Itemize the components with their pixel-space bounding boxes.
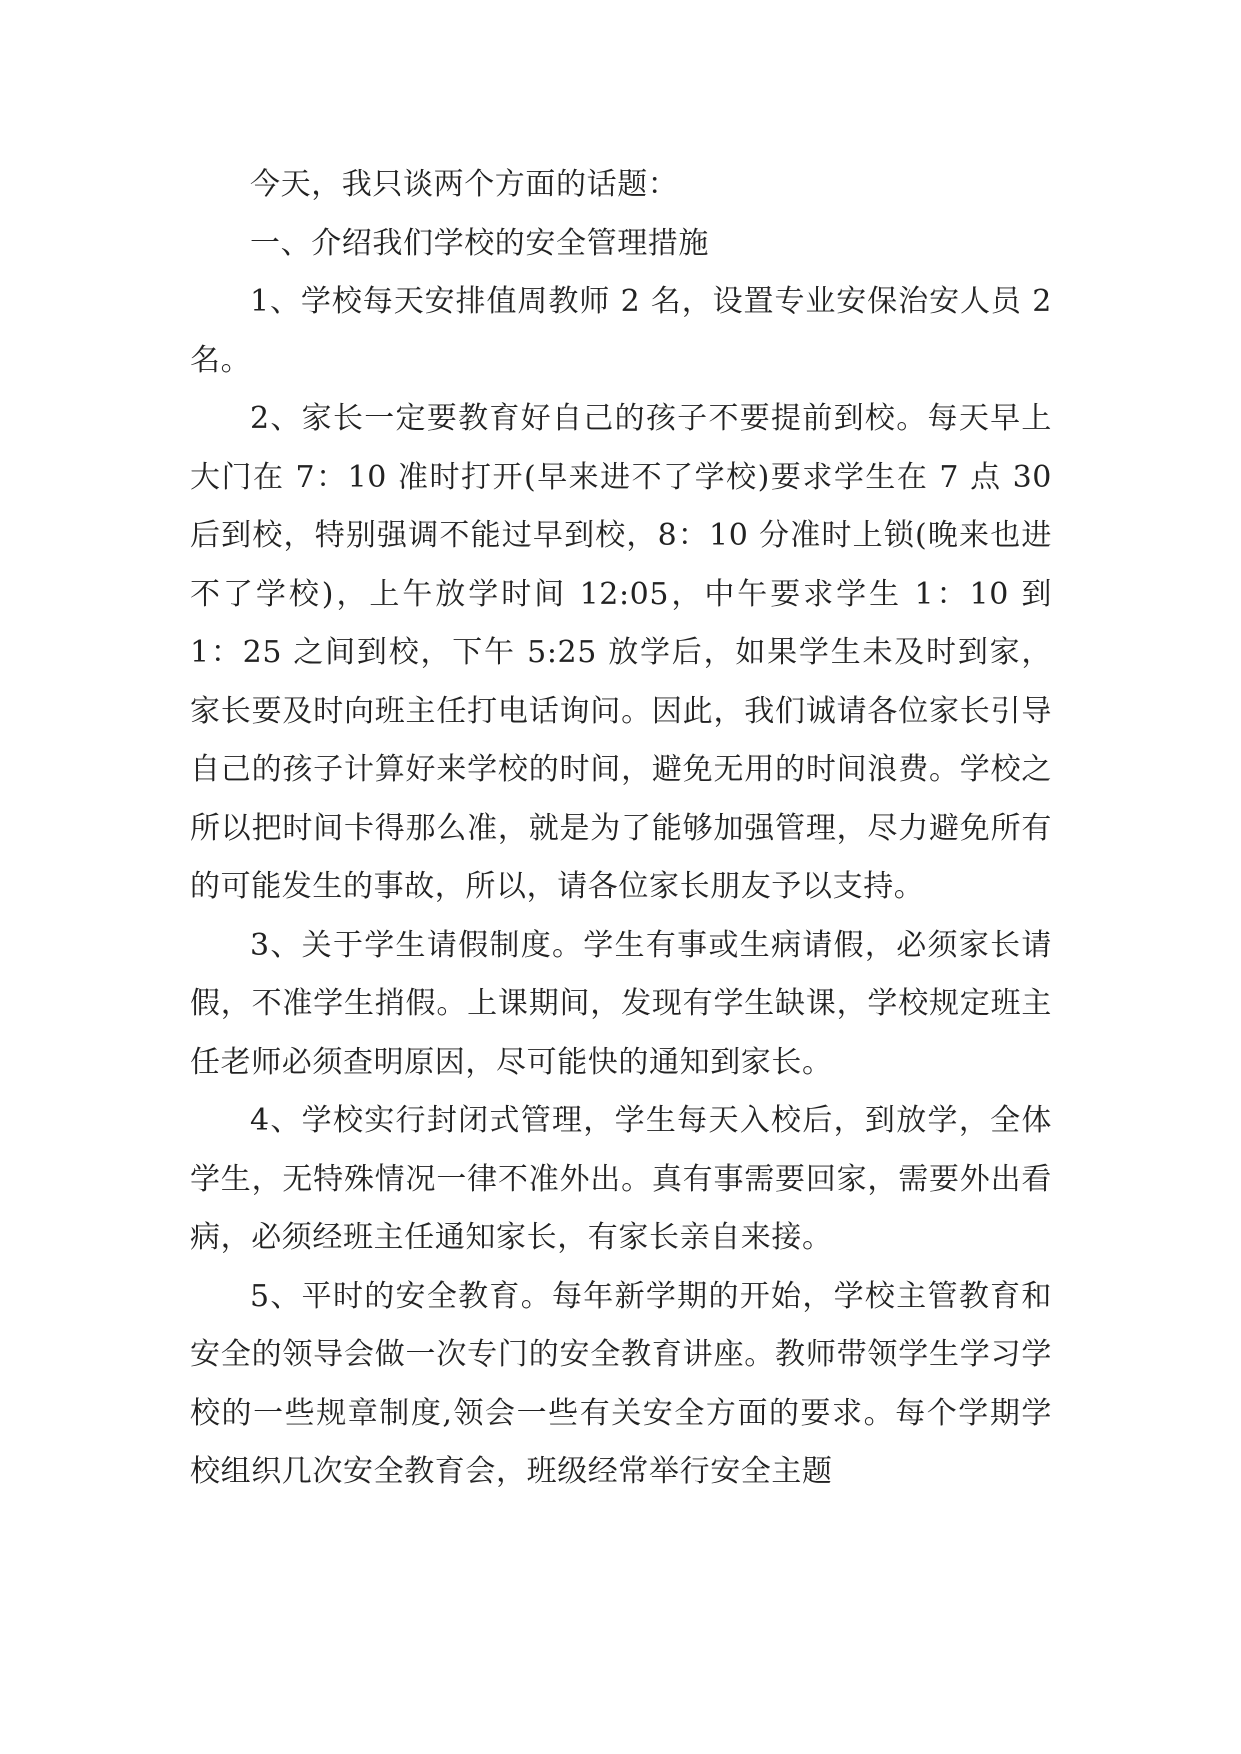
paragraph-item-4: 4、学校实行封闭式管理，学生每天入校后，到放学，全体学生，无特殊情况一律不准外出。真有事需要回家，需要外出看病，必须经班主任通知家长，有家长亲自来接。 xyxy=(190,1103,1052,1255)
paragraph-intro: 今天，我只谈两个方面的话题： xyxy=(250,167,679,202)
paragraph-item-3: 3、关于学生请假制度。学生有事或生病请假，必须家长请假，不准学生捎假。上课期间，发现有学生缺课，学校规定班主任老师必须查明原因，尽可能快的通知到家长。 xyxy=(190,927,1052,1080)
paragraph-item-2: 2、家长一定要教育好自己的孩子不要提前到校。每天早上大门在 7：10 准时打开(早来进不了学校)要求学生在 7 点 30 后到校，特别强调不能过早到校，8：10 分准时上锁(晚来也进不了学校)，上午放学时间 12:05，中午要求学生 1：10 到 1：25 之间到校，下午 5:25 放学后，如果学生未及时到家，家长要及时向班主任打电话询问。因此，我们诚请各位家长引导自己的孩子计算好来学校的时间，避免无用的时间浪费。学校之所以把时间卡得那么准，就是为了能够加强管理，尽力避免所有的可能发生的事故，所以，请各位家长朋友予以支持。 xyxy=(190,401,1052,904)
section-heading: 一、介绍我们学校的安全管理措施 xyxy=(250,225,709,261)
paragraph-item-5: 5、平时的安全教育。每年新学期的开始，学校主管教育和安全的领导会做一次专门的安全教育讲座。教师带领学生学习学校的一些规章制度,领会一些有关安全方面的要求。每个学期学校组织几次安全教育会，班级经常举行安全主题 xyxy=(190,1278,1052,1489)
paragraph-item-1: 1、学校每天安排值周教师 2 名，设置专业安保治安人员 2 名。 xyxy=(190,284,1052,378)
document-body xyxy=(190,156,1052,1502)
